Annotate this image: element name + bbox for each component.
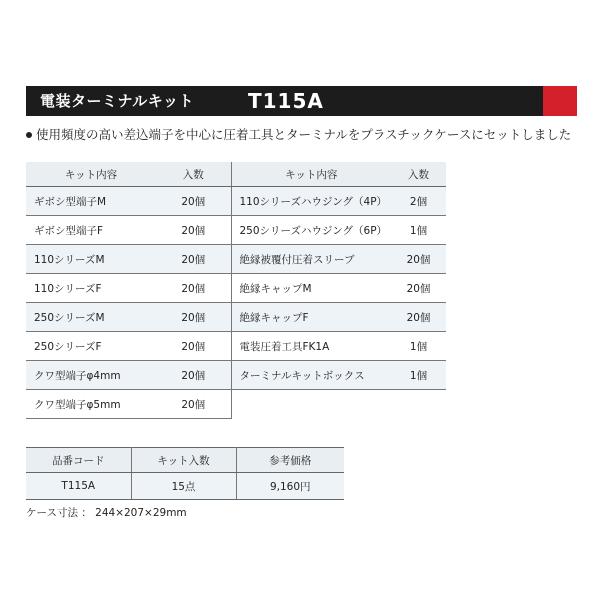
product-title: 電装ターミナルキット <box>40 92 194 110</box>
description-text: 使用頻度の高い差込端子を中心に圧着工具とターミナルをプラスチックケースにセットしました <box>36 127 572 142</box>
kit-item-qty: 20個 <box>391 274 446 303</box>
kit-item-name: 250シリーズハウジング（6P） <box>231 216 391 245</box>
table-row <box>26 216 446 245</box>
table-row <box>26 332 446 361</box>
header-reference-price: 参考価格 <box>236 448 344 473</box>
table-row <box>26 390 446 419</box>
kit-item-qty: 20個 <box>156 274 231 303</box>
accent-bar <box>543 86 577 116</box>
header-banner <box>26 86 577 116</box>
kit-item-qty: 20個 <box>391 303 446 332</box>
kit-item-qty: 20個 <box>156 332 231 361</box>
kit-item-name: 110シリーズM <box>26 245 156 274</box>
kit-item-qty: 20個 <box>156 245 231 274</box>
kit-contents-table <box>26 162 446 419</box>
header-kit-contents-right: キット内容 <box>231 162 391 187</box>
kit-item-qty: 1個 <box>391 361 446 390</box>
kit-item-qty: 1個 <box>391 216 446 245</box>
header-kit-contents-left: キット内容 <box>26 162 156 187</box>
kit-item-name: 絶縁キャップF <box>231 303 391 332</box>
kit-item-qty: 2個 <box>391 187 446 216</box>
price-header-row <box>26 448 344 473</box>
kit-item-name: クワ型端子φ5mm <box>26 390 156 419</box>
kit-item-qty: 20個 <box>391 245 446 274</box>
header-qty-left: 入数 <box>156 162 231 187</box>
reference-price-value: 9,160円 <box>236 473 344 500</box>
price-row <box>26 473 344 500</box>
kit-item-qty: 20個 <box>156 361 231 390</box>
header-product-code: 品番コード <box>26 448 131 473</box>
product-code: T115A <box>248 89 324 113</box>
case-size: ケース寸法 ： 244×207×29mm <box>26 507 187 519</box>
table-row <box>26 274 446 303</box>
kit-item-qty: 20個 <box>156 187 231 216</box>
bullet-icon <box>26 132 32 138</box>
kit-item-name: 絶縁被覆付圧着スリーブ <box>231 245 391 274</box>
empty-cell <box>231 390 391 419</box>
kit-item-name: 電装圧着工具FK1A <box>231 332 391 361</box>
empty-cell <box>391 390 446 419</box>
kit-item-qty: 20個 <box>156 216 231 245</box>
kit-item-name: 250シリーズF <box>26 332 156 361</box>
kit-item-name: ターミナルキットボックス <box>231 361 391 390</box>
kit-item-name: ギボシ型端子M <box>26 187 156 216</box>
product-description <box>26 125 571 143</box>
table-header-row <box>26 162 446 187</box>
table-row <box>26 303 446 332</box>
price-table <box>26 447 344 500</box>
header-qty-right: 入数 <box>391 162 446 187</box>
table-row <box>26 187 446 216</box>
kit-item-qty: 1個 <box>391 332 446 361</box>
kit-item-name: クワ型端子φ4mm <box>26 361 156 390</box>
kit-count-value: 15点 <box>131 473 236 500</box>
product-code-value: T115A <box>26 473 131 500</box>
kit-item-qty: 20個 <box>156 303 231 332</box>
header-kit-count: キット入数 <box>131 448 236 473</box>
kit-item-name: 250シリーズM <box>26 303 156 332</box>
kit-item-name: 110シリーズハウジング（4P） <box>231 187 391 216</box>
table-row <box>26 361 446 390</box>
kit-item-name: 絶縁キャップM <box>231 274 391 303</box>
table-row <box>26 245 446 274</box>
kit-item-name: 110シリーズF <box>26 274 156 303</box>
kit-item-name: ギボシ型端子F <box>26 216 156 245</box>
kit-item-qty: 20個 <box>156 390 231 419</box>
